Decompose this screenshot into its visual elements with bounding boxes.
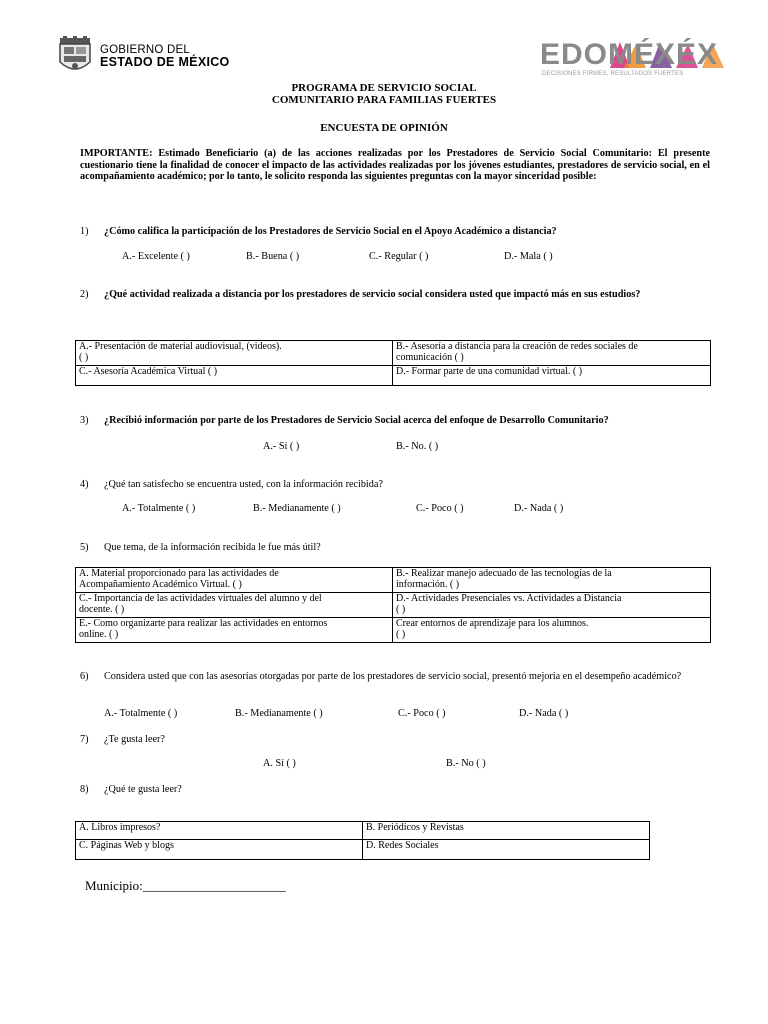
q5-cell-d[interactable]	[393, 593, 711, 618]
q6-option-a[interactable]: A.- Totalmente ( )	[104, 708, 178, 719]
question-4	[80, 479, 700, 491]
question-5-number: 5)	[80, 542, 89, 553]
q2-cell-b-line1: B.- Asesoría a distancia para la creación de redes sociales de	[396, 341, 638, 352]
question-8	[80, 784, 700, 796]
gov-line2: ESTADO DE MÉXICO	[100, 55, 230, 69]
municipio-field[interactable]: Municipio:______________________	[85, 878, 286, 893]
survey-title: ENCUESTA DE OPINIÓN	[320, 122, 448, 134]
intro-paragraph: IMPORTANTE: Estimado Beneficiario (a) de las acciones realizadas por los Prestadores de Servicio Social Comunitario: El presente cuestionario tiene la finalidad de conocer el impacto de las actividades realizadas por los jóvenes estudiantes, prestadores de servicio social, en el acompañamiento académico; por lo tanto, le solicito responda las siguientes preguntas con la mayor sinceridad posible:	[80, 148, 710, 183]
q2-cell-b-line2: comunicación ( )	[396, 352, 464, 363]
question-7-text: ¿Te gusta leer?	[104, 734, 165, 745]
q5-cell-f-line2: ( )	[396, 629, 406, 640]
q5-cell-d-line2: ( )	[396, 604, 406, 615]
q5-cell-e-line2: online. ( )	[79, 629, 119, 640]
q5-cell-b-line1: B.- Realizar manejo adecuado de las tecnologías de la	[396, 568, 612, 579]
q3-option-b[interactable]: B.- No. ( )	[396, 441, 439, 452]
question-3-number: 3)	[80, 415, 89, 426]
question-2-number: 2)	[80, 289, 89, 300]
q1-option-c[interactable]: C.- Regular ( )	[369, 251, 429, 262]
q8-options-table	[75, 821, 650, 860]
q2-cell-c[interactable]	[76, 366, 393, 386]
question-3-text: ¿Recibió información por parte de los Prestadores de Servicio Social acerca del enfoque de Desarrollo Comunitario?	[104, 415, 609, 426]
q4-option-a[interactable]: A.- Totalmente ( )	[122, 503, 196, 514]
question-1-number: 1)	[80, 226, 89, 237]
q5-cell-a-line2: Acompañamiento Académico Virtual. ( )	[79, 579, 242, 590]
q5-cell-e-line1: E.- Como organizarte para realizar las actividades en entornos	[79, 618, 328, 629]
gobierno-logo	[56, 36, 230, 76]
q5-cell-b-line2: información. ( )	[396, 579, 460, 590]
q5-cell-f[interactable]	[393, 618, 711, 643]
question-4-text: ¿Qué tan satisfecho se encuentra usted, con la información recibida?	[104, 479, 383, 490]
q2-cell-a-line2: ( )	[79, 352, 89, 363]
question-2	[80, 289, 700, 301]
q4-option-b[interactable]: B.- Medianamente ( )	[253, 503, 341, 514]
q2-cell-d-line1: D.- Formar parte de una comunidad virtual. ( )	[396, 366, 583, 377]
question-1-text: ¿Cómo califica la participación de los Prestadores de Servicio Social en el Apoyo Académico a distancia?	[104, 226, 557, 237]
q8-cell-d[interactable]: D. Redes Sociales	[363, 840, 650, 860]
q7-option-b[interactable]: B.- No ( )	[446, 758, 486, 769]
question-6-text: Considera usted que con las asesorías otorgadas por parte de los prestadores de servicio social, presentó mejoría en el desempeño académico?	[104, 671, 682, 682]
question-8-number: 8)	[80, 784, 89, 795]
q2-cell-b[interactable]	[393, 341, 711, 366]
edomex-tagline: DECISIONES FIRMES, RESULTADOS FUERTES	[542, 71, 684, 77]
q3-option-a[interactable]: A.- Sí ( )	[263, 441, 300, 452]
question-7	[80, 734, 700, 746]
question-4-number: 4)	[80, 479, 89, 490]
q5-cell-a-line1: A. Material proporcionado para las actividades de	[79, 568, 279, 579]
program-title-line2: COMUNITARIO PARA FAMILIAS FUERTES	[271, 94, 497, 106]
question-6	[80, 671, 700, 683]
q5-cell-a[interactable]	[76, 568, 393, 593]
program-title-line1: PROGRAMA DE SERVICIO SOCIAL	[291, 82, 477, 94]
q8-cell-c[interactable]: C. Páginas Web y blogs	[76, 840, 363, 860]
edomex-logo	[540, 38, 768, 84]
q6-option-c[interactable]: C.- Poco ( )	[398, 708, 446, 719]
q5-cell-f-line1: Crear entornos de aprendizaje para los alumnos.	[396, 618, 589, 629]
q4-option-c[interactable]: C.- Poco ( )	[416, 503, 464, 514]
q2-cell-a[interactable]	[76, 341, 393, 366]
question-1	[80, 226, 700, 238]
question-5-text: Que tema, de la información recibida le fue más útil?	[104, 542, 321, 553]
q6-option-d[interactable]: D.- Nada ( )	[519, 708, 569, 719]
q4-option-d[interactable]: D.- Nada ( )	[514, 503, 564, 514]
gov-line1: GOBIERNO DEL	[100, 44, 190, 56]
edomex-wordmark: EDOMÉXÉX	[540, 38, 719, 71]
question-8-text: ¿Qué te gusta leer?	[104, 784, 182, 795]
q2-cell-a-line1: A.- Presentación de material audiovisual, (videos).	[79, 341, 282, 352]
q8-cell-a[interactable]: A. Libros impresos?	[76, 822, 363, 840]
coat-of-arms-icon	[56, 36, 94, 76]
question-2-text: ¿Qué actividad realizada a distancia por los prestadores de servicio social considera usted que impactó más en sus estudios?	[104, 289, 641, 300]
q5-cell-c-line1: C.- Importancia de las actividades virtuales del alumno y del	[79, 593, 322, 604]
question-7-number: 7)	[80, 734, 89, 745]
question-3	[80, 415, 700, 427]
q2-options-table	[75, 340, 711, 386]
q6-option-b[interactable]: B.- Medianamente ( )	[235, 708, 323, 719]
q5-cell-c[interactable]	[76, 593, 393, 618]
q5-cell-c-line2: docente. ( )	[79, 604, 125, 615]
q2-cell-d[interactable]	[393, 366, 711, 386]
q1-option-a[interactable]: A.- Excelente ( )	[122, 251, 190, 262]
q5-options-table	[75, 567, 711, 643]
q5-cell-d-line1: D.- Actividades Presenciales vs. Actividades a Distancia	[396, 593, 622, 604]
q7-option-a[interactable]: A. Sí ( )	[263, 758, 296, 769]
q5-cell-e[interactable]	[76, 618, 393, 643]
question-6-number: 6)	[80, 671, 89, 682]
q1-option-b[interactable]: B.- Buena ( )	[246, 251, 300, 262]
q1-option-d[interactable]: D.- Mala ( )	[504, 251, 553, 262]
question-5	[80, 542, 700, 554]
q2-cell-c-line1: C.- Asesoría Académica Virtual ( )	[79, 366, 218, 377]
q8-cell-b[interactable]: B. Periódicos y Revistas	[363, 822, 650, 840]
q5-cell-b[interactable]	[393, 568, 711, 593]
